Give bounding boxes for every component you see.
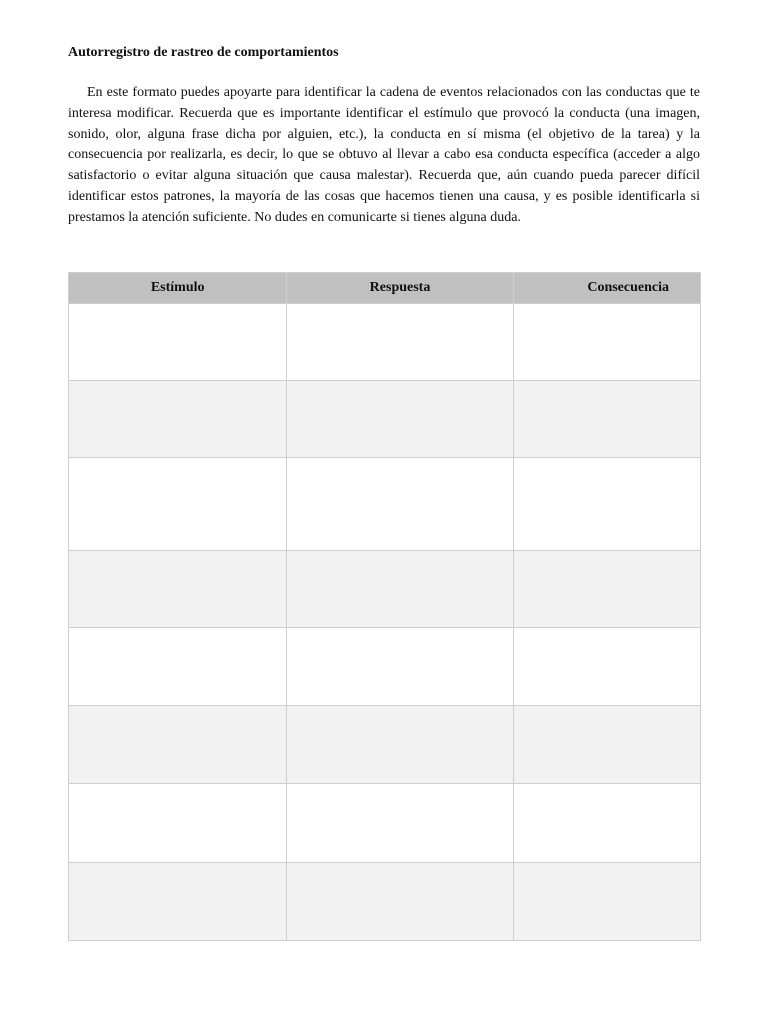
- table-row: [69, 863, 701, 941]
- intro-paragraph: En este formato puedes apoyarte para identificar la cadena de eventos relacionados con las conductas que te interesa modificar. Recuerda que es importante identificar el estímulo que provocó la conducta (una imagen, sonido, olor, alguna frase dicha por alguien, etc.), la conducta en sí misma (el objetivo de la tarea) y la consecuencia por realizarla, es decir, lo que se obtuvo al llevar a cabo esa conducta específica (acceder a algo satisfactorio o evitar alguna situación que causa malestar). Recuerda que, aún cuando pueda parecer difícil identificar estos patrones, la mayoría de las cosas que hacemos tienen una causa, y es posible identificarla si prestamos la atención suficiente. No dudes en comunicarte si tienes alguna duda.: [68, 85, 700, 225]
- table-cell[interactable]: [513, 381, 700, 458]
- table-cell[interactable]: [69, 706, 287, 784]
- table-header-row: [69, 273, 701, 304]
- table-row: [69, 784, 701, 863]
- header-estimulo: Estímulo: [69, 273, 287, 304]
- table-row: [69, 628, 701, 706]
- table-row: [69, 551, 701, 628]
- table-row: [69, 304, 701, 381]
- table-row: [69, 706, 701, 784]
- table-row: [69, 458, 701, 551]
- table-cell[interactable]: [287, 304, 513, 381]
- header-respuesta: Respuesta: [287, 273, 513, 304]
- table-cell[interactable]: [287, 458, 513, 551]
- table-cell[interactable]: [513, 304, 700, 381]
- table-cell[interactable]: [513, 551, 700, 628]
- table-cell[interactable]: [69, 628, 287, 706]
- table-cell[interactable]: [69, 458, 287, 551]
- table-cell[interactable]: [287, 628, 513, 706]
- table-cell[interactable]: [287, 706, 513, 784]
- table-cell[interactable]: [287, 551, 513, 628]
- table-cell[interactable]: [513, 628, 700, 706]
- table-cell[interactable]: [287, 784, 513, 863]
- table-row: [69, 381, 701, 458]
- table-cell[interactable]: [69, 304, 287, 381]
- table-cell[interactable]: [69, 551, 287, 628]
- document-title: Autorregistro de rastreo de comportamientos: [68, 45, 339, 60]
- header-consecuencia: Consecuencia: [513, 273, 700, 304]
- table-cell[interactable]: [513, 706, 700, 784]
- table-cell[interactable]: [69, 784, 287, 863]
- table-cell[interactable]: [69, 863, 287, 941]
- table-cell[interactable]: [287, 863, 513, 941]
- behavior-tracking-table: [68, 272, 701, 941]
- table-cell[interactable]: [513, 863, 700, 941]
- table-cell[interactable]: [513, 784, 700, 863]
- table-cell[interactable]: [513, 458, 700, 551]
- table-body: [69, 304, 701, 941]
- table-cell[interactable]: [287, 381, 513, 458]
- table-cell[interactable]: [69, 381, 287, 458]
